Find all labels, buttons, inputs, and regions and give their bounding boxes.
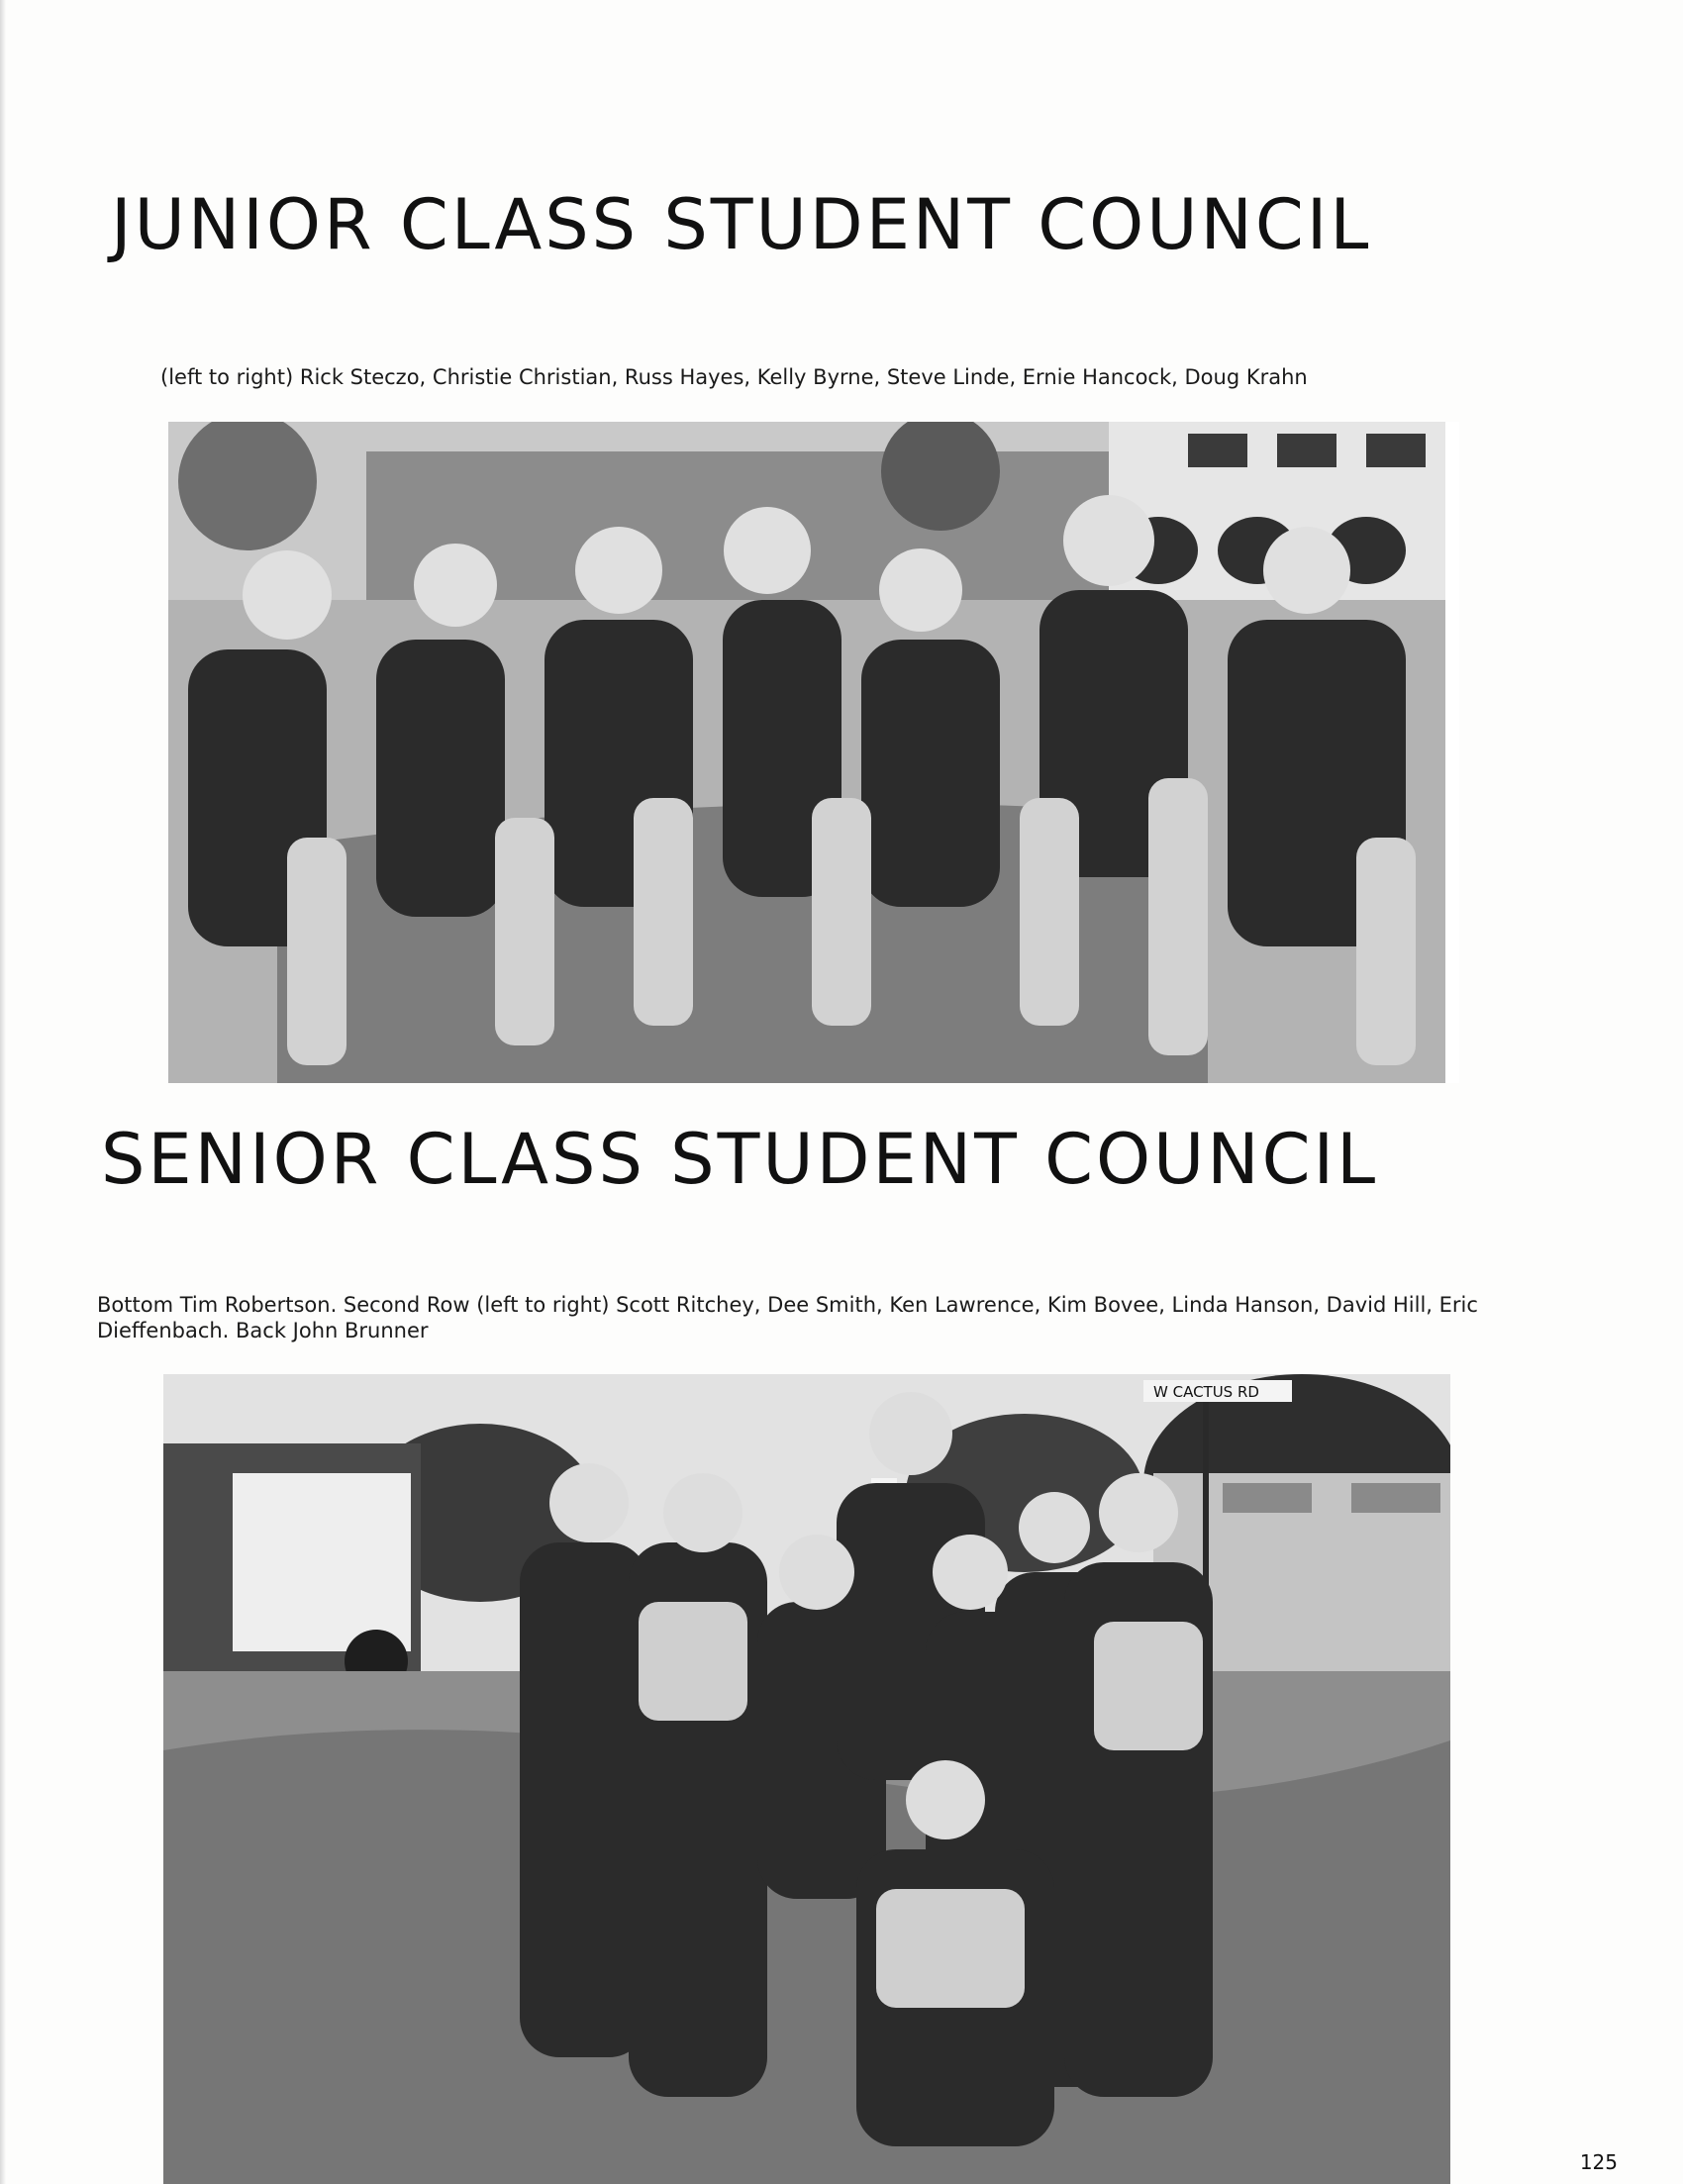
street-sign-text: W CACTUS RD bbox=[1153, 1383, 1259, 1401]
junior-council-caption: (left to right) Rick Steczo, Christie Christian, Russ Hayes, Kelly Byrne, Steve Linde, Ernie Hancock, Doug Krahn bbox=[160, 365, 1308, 389]
junior-photo-illustration bbox=[168, 422, 1459, 1083]
junior-council-photo bbox=[168, 422, 1459, 1083]
junior-council-heading: JUNIOR CLASS STUDENT COUNCIL bbox=[111, 184, 1372, 265]
senior-council-photo bbox=[163, 1374, 1450, 2184]
senior-council-caption: Bottom Tim Robertson. Second Row (left to right) Scott Ritchey, Dee Smith, Ken Lawrence, Kim Bovee, Linda Hanson, David Hill, Eric Dieffenbach. Back John Brunner bbox=[97, 1293, 1478, 1342]
scan-edge bbox=[0, 0, 6, 2184]
page-number: 125 bbox=[1579, 2150, 1618, 2174]
senior-photo-illustration bbox=[163, 1374, 1450, 2184]
senior-council-heading: SENIOR CLASS STUDENT COUNCIL bbox=[101, 1119, 1379, 1200]
